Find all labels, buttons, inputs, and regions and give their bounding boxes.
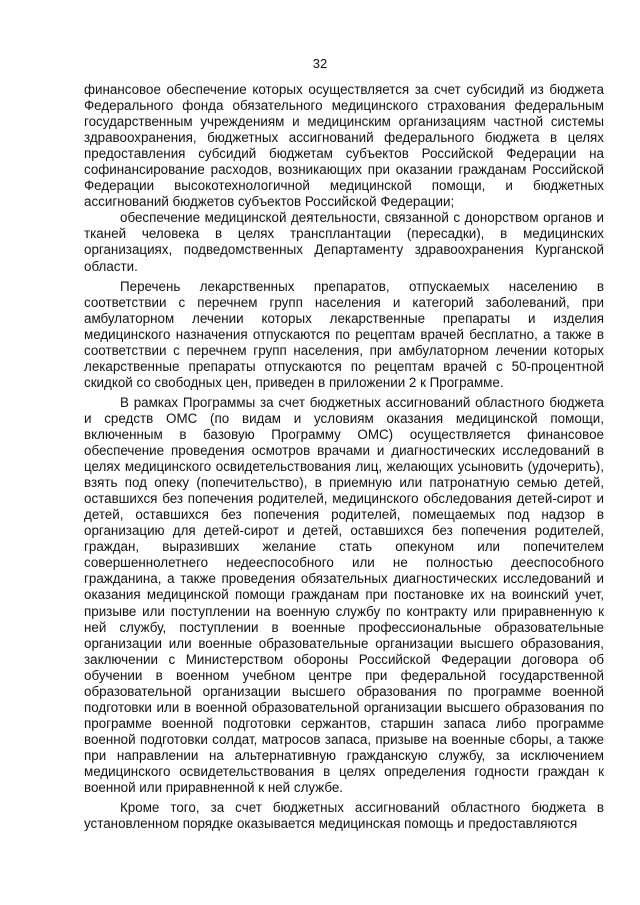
paragraph-donor-organs: обеспечение медицинской деятельности, связанной с донорством органов и тканей человека в целях трансплантации (пересадки), в медицинских организациях, подведомственных Департаменту здравоохранения Курганской области. [84,210,604,274]
paragraph-continued-funding: финансовое обеспечение которых осуществляется за счет субсидий из бюджета Федерального фонда обязательного медицинского страхования федеральным государственным учреждениям и медицинским организациям частной системы здравоохранения, бюджетных ассигнований федерального бюджета в целях предоставления субсидий бюджетам субъектов Российской Федерации на софинансирование расходов, возникающих при оказании гражданам Российской Федерации высокотехнологичной медицинской помощи, и бюджетных ассигнований бюджетов субъектов Российской Федерации; [84,82,604,210]
paragraph-program-scope: В рамках Программы за счет бюджетных ассигнований областного бюджета и средств ОМС (по видам и условиям оказания медицинской помощи, включенным в базовую Программу ОМС) осуществляется финансовое обеспечение проведения осмотров врачами и диагностических исследований в целях медицинского освидетельствования лиц, желающих усыновить (удочерить), взять под опеку (попечительство), в приемную или патронатную семью детей, оставшихся без попечения родителей, медицинского обследования детей-сирот и детей, оставшихся без попечения родителей, помещаемых под надзор в организацию для детей-сирот и детей, оставшихся без попечения родителей, граждан, выразивших желание стать опекуном или попечителем совершеннолетнего недееспособного или не полностью дееспособного гражданина, а также проведения обязательных диагностических исследований и оказания медицинской помощи гражданам при постановке их на воинский учет, призыве или поступлении на военную службу по контракту или приравненную к ней службу, поступлении в военные профессиональные образовательные организации или военные образовательные организации высшего образования, заключении с Министерством обороны Российской Федерации договора об обучении в военном учебном центре при федеральной государственной образовательной организации высшего образования по программе военной подготовки или в военной образовательной организации высшего образования по программе военной подготовки сержантов, старшин запаса либо программе военной подготовки солдат, матросов запаса, призыве на военные сборы, а также при направлении на альтернативную гражданскую службу, за исключением медицинского освидетельствования в целях определения годности граждан к военной или приравненной к ней службе. [84,394,604,796]
paragraph-drug-list: Перечень лекарственных препаратов, отпускаемых населению в соответствии с перечнем групп населения и категорий заболеваний, при амбулаторном лечении которых лекарственные препараты и изделия медицинского назначения отпускаются по рецептам врачей бесплатно, а также в соответствии с перечнем групп населения, при амбулаторном лечении которых лекарственные препараты отпускаются по рецептам врачей с 50-процентной скидкой со свободных цен, приведен в приложении 2 к Программе. [84,278,604,390]
document-body [84,82,604,832]
page-number: 32 [312,56,328,71]
paragraph-additional-funding: Кроме того, за счет бюджетных ассигнований областного бюджета в установленном порядке оказывается медицинская помощь и предоставляются [84,800,604,832]
